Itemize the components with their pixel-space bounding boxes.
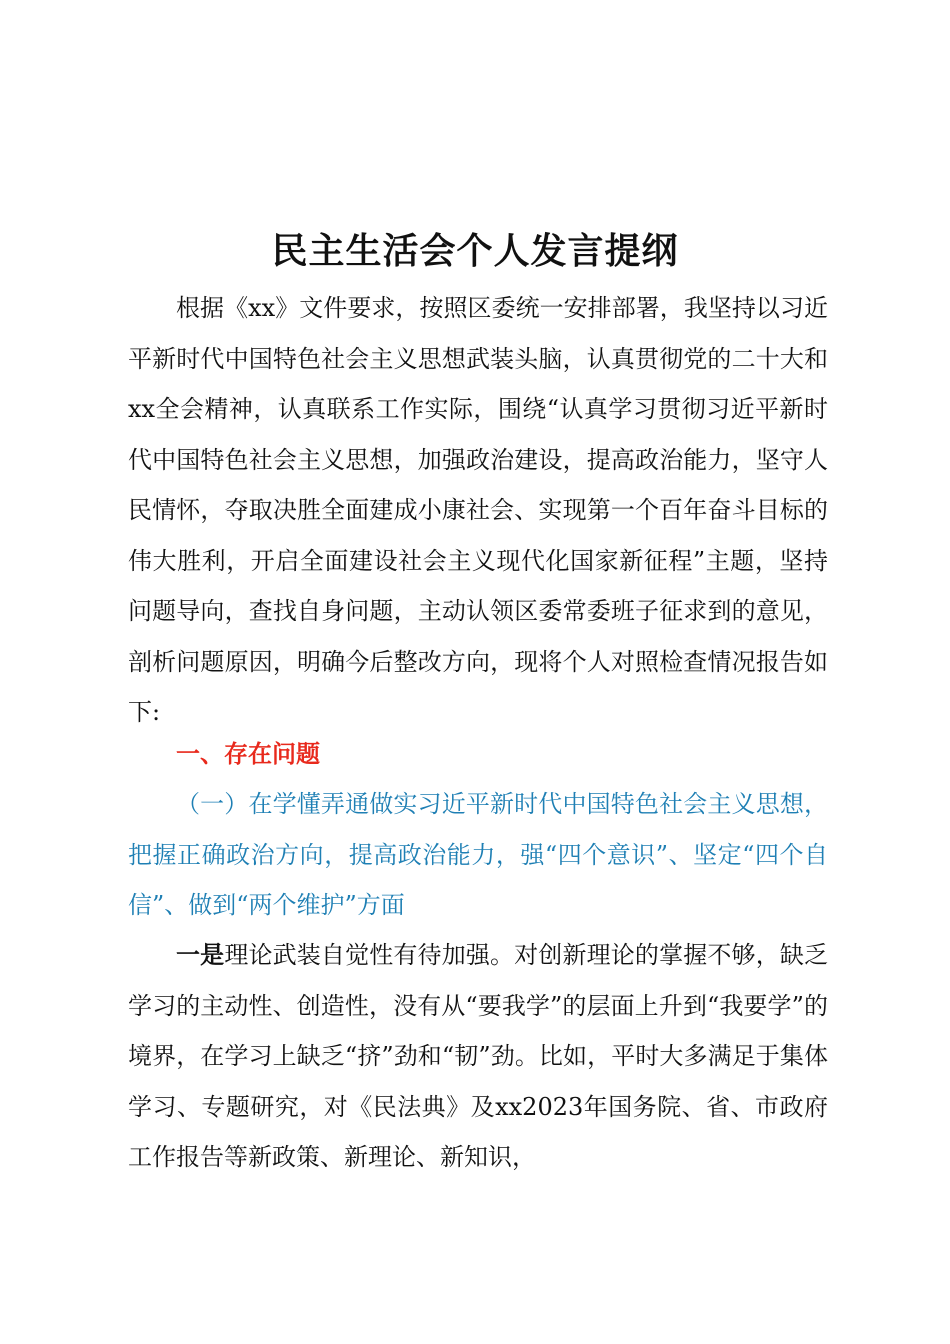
subsection-block: [128, 779, 828, 931]
point-one-lead: 一是: [176, 941, 225, 969]
point-one-paragraph: [128, 930, 828, 1183]
intro-block: [128, 283, 828, 738]
point-one-block: [128, 930, 828, 1183]
point-one-text: 理论武装自觉性有待加强。对创新理论的掌握不够，缺乏学习的主动性、创造性，没有从“要我学”的层面上升到“我要学”的境界，在学习上缺乏“挤”劲和“韧”劲。比如，平时大多满足于集体学习、专题研究，对《民法典》及xx2023年国务院、省、市政府工作报告等新政策、新理论、新知识，: [128, 941, 829, 1171]
section-heading-existing-problems: 一、存在问题: [176, 740, 320, 768]
intro-paragraph: 根据《xx》文件要求，按照区委统一安排部署，我坚持以习近平新时代中国特色社会主义思想武装头脑，认真贯彻党的二十大和xx全会精神，认真联系工作实际，围绕“认真学习贯彻习近平新时代中国特色社会主义思想，加强政治建设，提高政治能力，坚守人民情怀，夺取决胜全面建成小康社会、实现第一个百年奋斗目标的伟大胜利，开启全面建设社会主义现代化国家新征程”主题，坚持问题导向，查找自身问题，主动认领区委常委班子征求到的意见，剖析问题原因，明确今后整改方向，现将个人对照检查情况报告如下:: [128, 294, 828, 726]
subsection-heading: （一）在学懂弄通做实习近平新时代中国特色社会主义思想，把握正确政治方向，提高政治能力，强“四个意识”、坚定“四个自信”、做到“两个维护”方面: [128, 790, 828, 919]
document-title: 民主生活会个人发言提纲: [271, 231, 679, 273]
